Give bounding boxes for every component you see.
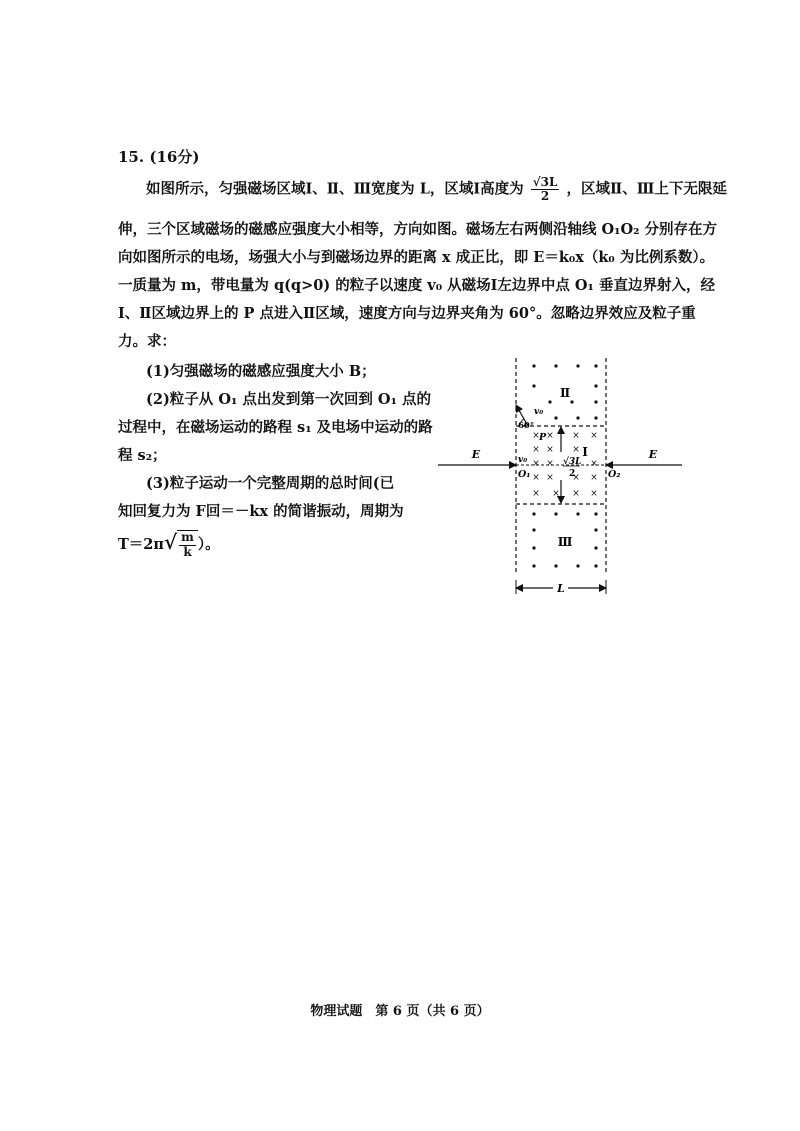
- svg-text:×: ×: [572, 431, 580, 441]
- fraction-numerator: √3L: [532, 175, 558, 189]
- svg-text:×: ×: [572, 445, 580, 455]
- question-number: [118, 146, 199, 167]
- question-score: (16分): [149, 148, 200, 166]
- svg-text:×: ×: [572, 473, 580, 483]
- sqrt-sign: √: [164, 530, 178, 554]
- svg-text:×: ×: [546, 459, 554, 469]
- period-formula: [118, 530, 220, 559]
- label-p: P: [539, 432, 547, 443]
- svg-text:×: ×: [532, 445, 540, 455]
- problem-line-6: 力。求：: [118, 333, 176, 350]
- label-angle-60: 60°: [518, 421, 535, 431]
- problem-line-1-b: ，区域Ⅱ、Ⅲ上下无限延: [566, 180, 727, 198]
- problem-line-3: 向如图所示的电场，场强大小与到磁场边界的距离 x 成正比，即 E＝k₀x（k₀ 为比例系数）。: [118, 249, 715, 266]
- sub-question-3-line-2: 知回复力为 F回＝－kx 的简谐振动，周期为: [118, 503, 404, 520]
- svg-text:×: ×: [590, 459, 598, 469]
- svg-text:×: ×: [590, 431, 598, 441]
- label-v0-at-p: v₀: [534, 407, 544, 417]
- label-region-ii: Ⅱ: [559, 386, 571, 400]
- svg-text:×: ×: [590, 473, 598, 483]
- problem-line-4: 一质量为 m，带电量为 q(q>0) 的粒子以速度 v₀ 从磁场Ⅰ左边界中点 O₁ 垂直边界射入，经: [118, 277, 715, 294]
- sub-question-1: (1)匀强磁场的磁感应强度大小 B；: [146, 363, 376, 380]
- svg-text:×: ×: [572, 489, 580, 499]
- svg-text:×: ×: [546, 473, 554, 483]
- label-o1: O₁: [518, 469, 531, 480]
- fraction-denominator: 2: [540, 189, 550, 204]
- svg-text:×: ×: [532, 473, 540, 483]
- formula-suffix: ）。: [197, 536, 220, 553]
- region-height-fraction: [531, 176, 560, 203]
- svg-text:×: ×: [532, 459, 540, 469]
- label-height-numerator: √3L: [563, 457, 582, 467]
- formula-prefix: T＝2π: [118, 536, 164, 553]
- svg-text:×: ×: [552, 489, 560, 499]
- svg-text:×: ×: [532, 489, 540, 499]
- formula-numerator: m: [181, 530, 194, 545]
- sub-question-3-line-1: (3)粒子运动一个完整周期的总时间(已: [146, 475, 395, 492]
- label-region-iii: Ⅲ: [557, 535, 573, 549]
- problem-line-1: [146, 175, 727, 204]
- label-height-denominator: 2: [569, 469, 576, 479]
- svg-text:×: ×: [532, 431, 540, 441]
- label-e-left: E: [471, 448, 481, 461]
- sub-question-2-line-1: (2)粒子从 O₁ 点出发到第一次回到 O₁ 点的: [146, 391, 431, 408]
- problem-line-5: Ⅰ、Ⅱ区域边界上的 P 点进入Ⅱ区域，速度方向与边界夹角为 60°。忽略边界效应及粒子重: [118, 305, 696, 322]
- label-v0-initial: v₀: [518, 455, 528, 465]
- svg-text:×: ×: [590, 489, 598, 499]
- sub-question-2-line-3: 程 s₂；: [118, 447, 167, 464]
- svg-text:×: ×: [546, 445, 554, 455]
- svg-text:×: ×: [546, 431, 554, 441]
- page-footer: 物理试题 第 6 页（共 6 页）: [310, 1004, 490, 1019]
- magnetic-field-diagram: [438, 352, 688, 602]
- formula-fraction: [179, 531, 196, 558]
- problem-line-2: 伸，三个区域磁场的磁感应强度大小相等，方向如图。磁场左右两侧沿轴线 O₁O₂ 分别存在方: [118, 221, 718, 238]
- label-l: L: [557, 582, 565, 595]
- label-region-i: Ⅰ: [582, 445, 588, 459]
- label-o2: O₂: [608, 469, 621, 480]
- label-e-right: E: [648, 448, 658, 461]
- question-index: 15.: [118, 148, 145, 166]
- formula-denominator: k: [183, 544, 192, 559]
- problem-line-1-a: 如图所示，匀强磁场区域Ⅰ、Ⅱ、Ⅲ宽度为 L，区域Ⅰ高度为: [146, 180, 524, 198]
- sub-question-2-line-2: 过程中，在磁场运动的路程 s₁ 及电场中运动的路: [118, 419, 433, 436]
